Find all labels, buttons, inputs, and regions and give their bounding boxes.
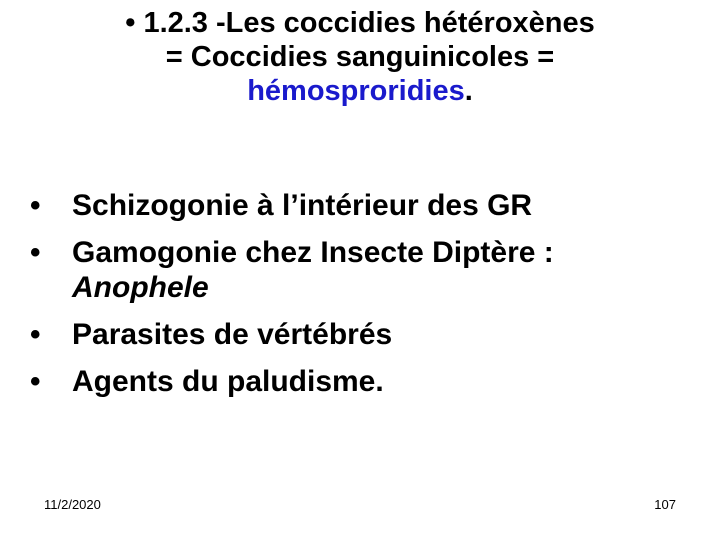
list-item-text: Parasites de vértébrés	[72, 318, 393, 351]
title-bullet: •	[125, 7, 136, 39]
list-item-italic-text: Anophele	[72, 271, 209, 304]
title-line-1-text: 1.2.3 -Les coccidies hétéroxènes	[143, 7, 595, 39]
bullet-icon: •	[30, 365, 41, 398]
title-line-3-period: .	[464, 75, 473, 107]
list-item	[30, 235, 680, 305]
list-item-text: Agents du paludisme.	[72, 365, 384, 398]
list-item-text: Gamogonie chez Insecte Diptère :	[72, 236, 554, 269]
bullet-icon: •	[30, 236, 41, 269]
slide-title	[40, 6, 680, 108]
title-line-1	[40, 6, 680, 40]
bullet-list	[30, 188, 680, 411]
list-item	[30, 188, 680, 223]
page-number: 107	[654, 497, 676, 512]
list-item-text: Schizogonie à l’intérieur des GR	[72, 189, 533, 222]
list-item	[30, 364, 680, 399]
title-line-3-text: hémosproridies	[247, 75, 465, 107]
title-line-2: = Coccidies sanguinicoles =	[165, 41, 555, 73]
list-item	[30, 317, 680, 352]
title-line-3	[40, 74, 680, 108]
bullet-icon: •	[30, 189, 41, 222]
bullet-icon: •	[30, 318, 41, 351]
footer-date: 11/2/2020	[44, 497, 101, 512]
